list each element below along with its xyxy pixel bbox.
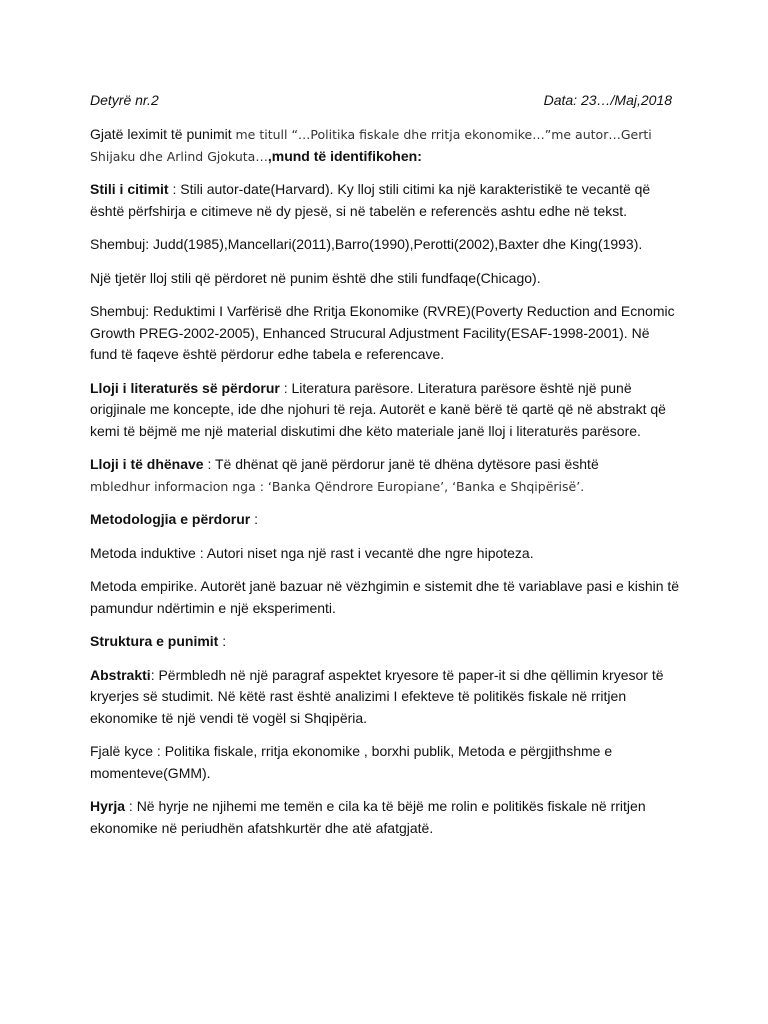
citation-style-type: : Stili autor-date(Harvard) xyxy=(168,181,330,197)
paper-title-and-authors: me titull “…Politika fiskale dhe rritja ekonomike…”me autor…Gerti Shijaku dhe Arlind Gjokuta… xyxy=(90,127,652,164)
footnote-examples-paragraph: Shembuj: Reduktimi I Varfërisë dhe Rritja Ekonomike (RVRE)(Poverty Reduction and Ecnomic Growth PREG-2002-2005), Enhanced Strucural Adjustment Facility(ESAF-1998-2001). Në fund të faqeve është përdorur edhe tabela e referencave. xyxy=(90,303,675,362)
literature-paragraph xyxy=(90,378,680,443)
citation-style-label: Stili i citimit xyxy=(90,181,169,197)
structure-heading xyxy=(90,631,680,653)
intro-conclusion: ,mund të identifikohen: xyxy=(267,147,422,164)
introduction-paragraph xyxy=(90,796,680,839)
data-type-paragraph xyxy=(90,454,680,497)
methodology-label: Metodologjia e përdorur xyxy=(90,511,251,527)
structure-label: Struktura e punimit xyxy=(90,633,219,649)
document-header xyxy=(90,92,672,112)
data-type-label: Lloji i të dhënave xyxy=(90,456,204,472)
data-sources: mbledhur informacion nga : ‘Banka Qëndrore Europiane’, ‘Banka e Shqipërisë’. xyxy=(90,478,585,494)
data-type-text: : Të dhënat që janë përdorur janë të dhëna dytësore pasi është xyxy=(203,456,599,472)
citation-style-description: . Ky lloj stili citimi ka një karakteristikë te vecantë që është përfshirja e citimeve në dy pjesë, si në tabelën e referencës ashtu edhe në tekst. xyxy=(90,181,651,219)
intro-paragraph xyxy=(90,124,680,167)
methodology-heading xyxy=(90,509,680,531)
keywords-paragraph: Fjalë kyce : Politika fiskale, rritja ekonomike , borxhi publik, Metoda e përgjithshme e momenteve(GMM). xyxy=(90,743,613,781)
introduction-label: Hyrja xyxy=(90,798,126,814)
footnote-style-paragraph: Një tjetër lloj stili që përdoret në punim është dhe stili fundfaqe(Chicago). xyxy=(90,269,541,286)
assignment-number: Detyrë nr.2 xyxy=(90,92,159,108)
abstract-label: Abstrakti xyxy=(90,666,151,683)
abstract-paragraph xyxy=(90,665,680,730)
citation-style-paragraph xyxy=(90,179,680,222)
literature-text: : Literatura parësore. Literatura parësore është një punë origjinale me koncepte, ide dhe njohuri të reja. Autorët e kanë bërë të qartë që në abstrakt që kemi të bëjmë me një material diskutimi dhe këto materiale janë lloj i literaturës parësore. xyxy=(90,379,666,439)
abstract-text: : Përmbledh në një paragraf aspektet kryesore të paper-it si dhe qëllimin kryesor të kryerjes së studimit. Në këtë rast është analizimi I efekteve të politikës fiskale në rritjen ekonomike të një vendi të vogël si Shqipëria. xyxy=(90,666,664,726)
intro-text: Gjatë leximit të punimit xyxy=(90,126,236,142)
inductive-method-paragraph: Metoda induktive : Autori niset nga një rast i vecantë dhe ngre hipoteza. xyxy=(90,544,534,561)
structure-suffix: : xyxy=(218,633,227,649)
document-body xyxy=(90,124,680,851)
methodology-suffix: : xyxy=(250,511,259,527)
literature-label: Lloji i literaturës së përdorur xyxy=(90,379,280,396)
citation-examples-paragraph: Shembuj: Judd(1985),Mancellari(2011),Barro(1990),Perotti(2002),Baxter dhe King(1993). xyxy=(90,236,643,252)
empirical-method-paragraph: Metoda empirike. Autorët janë bazuar në vëzhgimin e sistemit dhe të variablave pasi e kishin të pamundur ndërtimin e një eksperimenti. xyxy=(90,578,680,616)
assignment-date: Data: 23…/Maj,2018 xyxy=(543,92,672,108)
introduction-text: : Në hyrje ne njihemi me temën e cila ka të bëjë me rolin e politikës fiskale në rritjen ekonomike në periudhën afatshkurtër dhe atë afatgjatë. xyxy=(90,798,646,836)
